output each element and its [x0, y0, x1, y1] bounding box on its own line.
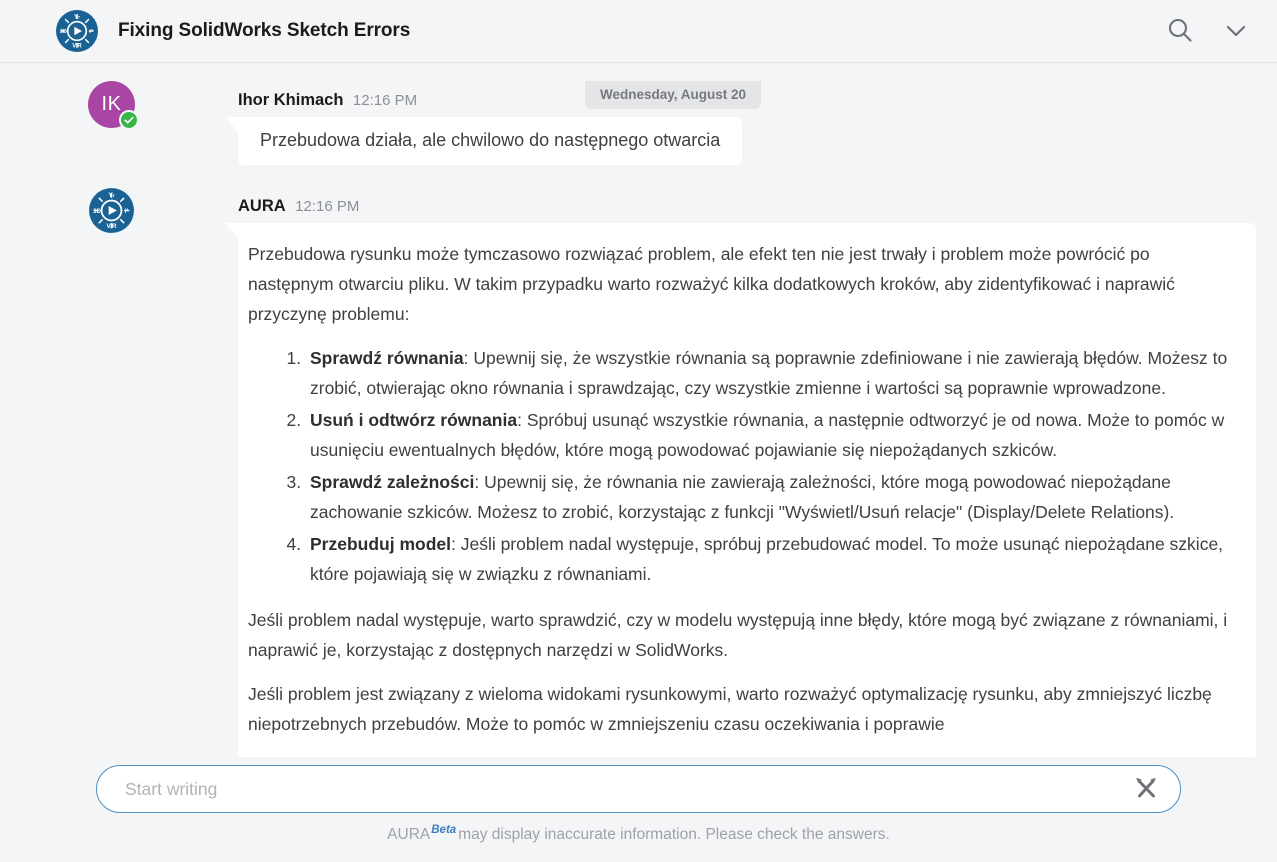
disclaimer-text: may display inaccurate information. Please check the answers.	[458, 826, 890, 844]
list-item	[306, 529, 1230, 589]
product-name: AURA	[387, 826, 431, 844]
svg-text:V.R: V.R	[106, 223, 117, 231]
message-bubble	[238, 223, 1256, 757]
message-bubble: Przebudowa działa, ale chwilowo do następnego otwarcia	[238, 117, 742, 165]
message-time: 12:16 PM	[352, 92, 418, 109]
list-item	[306, 343, 1230, 403]
composer-area	[0, 757, 1277, 862]
aura-avatar-logo-icon	[88, 187, 135, 234]
date-separator: Wednesday, August 20	[585, 81, 761, 109]
disclaimer	[0, 824, 1277, 844]
step-body: : Jeśli problem nadal występuje, spróbuj przebudować model. To może usunąć niepożądane szkice, które pojawiają się w związku z równaniami.	[310, 534, 1224, 584]
composer[interactable]	[96, 765, 1181, 813]
search-button[interactable]	[1163, 14, 1197, 48]
message-aura	[0, 187, 1277, 757]
answer-intro: Przebudowa rysunku może tymczasowo rozwiązać problem, ale efekt ten nie jest trwały i problem może powrócić po następnym otwarciu pliku. W takim przypadku warto rozważyć kilka dodatkowych kroków, aby zidentyfikować i naprawić przyczynę problemu:	[248, 244, 1175, 324]
tools-button[interactable]	[1126, 769, 1166, 809]
sender-name: Ihor Khimach	[238, 91, 344, 109]
step-body: : Upewnij się, że równania nie zawierają zależności, które mogą powodować niepożądane zachowanie szkiców. Możesz to zrobić, korzystając z funkcji "Wyświetl/Usuń relacje" (Display/Delete Relations).	[310, 472, 1175, 522]
message-input[interactable]	[123, 767, 1126, 811]
step-body: : Spróbuj usunąć wszystkie równania, a następnie odtworzyć je od nowa. Może to pomóc w usunięciu ewentualnych błędów, które mogą powodować pojawianie się niepożądanych szkiców.	[310, 410, 1225, 460]
svg-text:i²: i²	[89, 29, 93, 36]
app-header	[0, 0, 1277, 63]
aura-3d-vr-play-logo-icon	[55, 9, 99, 53]
list-item	[306, 467, 1230, 527]
page-title: Fixing SolidWorks Sketch Errors	[118, 20, 411, 41]
verified-check-icon	[119, 110, 139, 130]
sender-name: AURA	[238, 197, 286, 215]
step-title: Usuń i odtwórz równania	[310, 410, 518, 430]
step-title: Przebuduj model	[310, 534, 451, 554]
svg-text:3D: 3D	[93, 208, 101, 215]
collapse-button[interactable]	[1219, 14, 1253, 48]
chat-scroll-region[interactable]	[0, 63, 1277, 757]
answer-steps-list	[248, 343, 1230, 589]
answer-outro-1: Jeśli problem nadal występuje, warto sprawdzić, czy w modelu występują inne błędy, które mogą być związane z równaniami, i naprawić je, korzystając z dostępnych narzędzi w SolidWorks.	[248, 610, 1228, 660]
message-time: 12:16 PM	[295, 198, 360, 215]
step-title: Sprawdź równania	[310, 348, 464, 368]
avatar-initials: IK	[88, 81, 135, 128]
list-item	[306, 405, 1230, 465]
svg-text:V.R: V.R	[72, 43, 82, 50]
header-actions	[1163, 14, 1253, 48]
svg-text:i²: i²	[124, 208, 129, 215]
search-icon	[1166, 16, 1194, 47]
step-title: Sprawdź zależności	[310, 472, 475, 492]
avatar[interactable]	[88, 81, 135, 128]
tools-hammer-wrench-icon	[1131, 773, 1161, 806]
chevron-down-icon	[1222, 16, 1250, 47]
beta-badge: Beta	[431, 824, 457, 836]
answer-outro-2: Jeśli problem jest związany z wieloma widokami rysunkowymi, warto rozważyć optymalizację rysunku, aby zmniejszyć liczbę niepotrzebnych przebudów. Może to pomóc w zmniejszeniu czasu oczekiwania i poprawie	[248, 684, 1212, 734]
svg-text:Yr: Yr	[74, 13, 80, 21]
step-body: : Upewnij się, że wszystkie równania są poprawnie zdefiniowane i nie zawierają błędów. Możesz to zrobić, otwierając okno równania i sprawdzając, czy wszystkie zmienne i wartości są poprawnie wprowadzone.	[310, 348, 1228, 398]
message-meta	[88, 187, 1277, 216]
svg-text:3D: 3D	[59, 29, 67, 36]
svg-text:Yr: Yr	[108, 192, 115, 200]
